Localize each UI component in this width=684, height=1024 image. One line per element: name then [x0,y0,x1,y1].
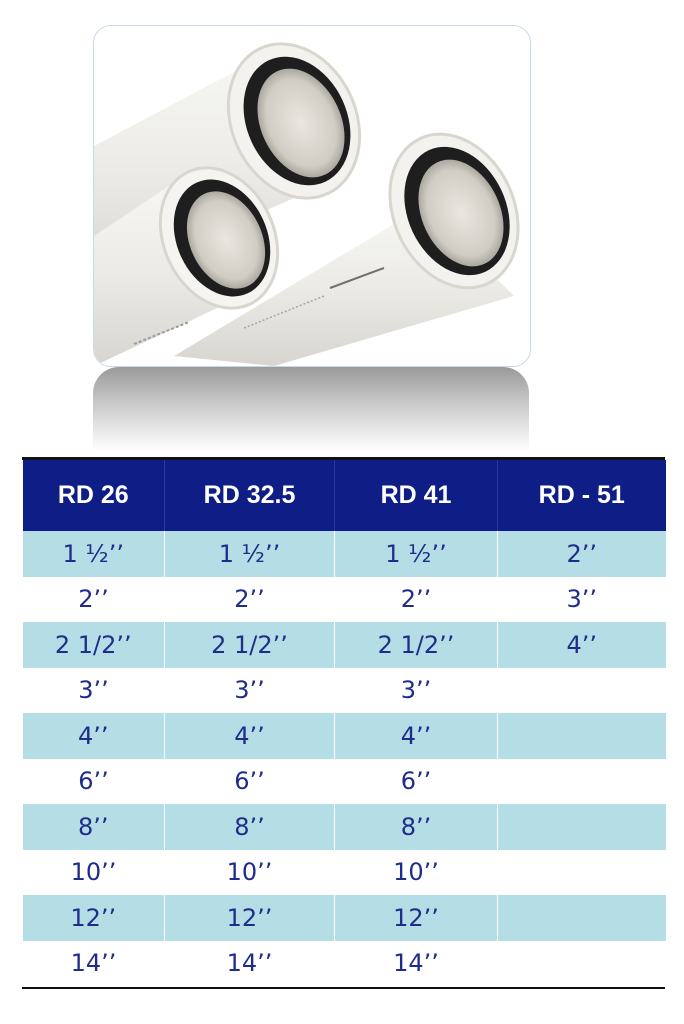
table-cell: 1 ½’’ [23,531,165,577]
table-cell: 8’’ [335,804,498,850]
table-row [23,941,666,987]
table-cell: 3’’ [498,577,666,623]
table-cell: 14’’ [23,941,165,987]
table-cell: 12’’ [165,895,335,941]
table-cell: 4’’ [498,622,666,668]
table-cell: 2 1/2’’ [335,622,498,668]
table-row [23,804,666,850]
table-cell: 10’’ [335,850,498,896]
table-cell [498,941,666,987]
table-cell [498,759,666,805]
table-cell: 14’’ [335,941,498,987]
table-cell: 1 ½’’ [335,531,498,577]
table-row [23,622,666,668]
table-cell: 2’’ [23,577,165,623]
table-cell: 8’’ [165,804,335,850]
pipe-size-table [22,457,665,989]
table-cell: 2 1/2’’ [23,622,165,668]
table-cell: 1 ½’’ [165,531,335,577]
pvc-pipes-illustration [94,26,530,366]
table-cell [498,713,666,759]
table-cell: 14’’ [165,941,335,987]
table-row [23,577,666,623]
table-cell: 3’’ [335,668,498,714]
table-row [23,895,666,941]
table-row [23,850,666,896]
table-header-row [23,460,666,531]
table-row [23,668,666,714]
table-cell [498,850,666,896]
photo-reflection [93,367,529,452]
table-cell: 6’’ [335,759,498,805]
table-cell: 6’’ [165,759,335,805]
table-cell: 3’’ [23,668,165,714]
header-rd-26: RD 26 [23,460,165,531]
table-cell: 10’’ [165,850,335,896]
table-cell: 2’’ [335,577,498,623]
table-cell: 4’’ [165,713,335,759]
table-cell: 4’’ [23,713,165,759]
table-cell: 3’’ [165,668,335,714]
table-cell [498,895,666,941]
table-cell: 2’’ [498,531,666,577]
product-photo [93,25,531,367]
table-row [23,531,666,577]
table-cell: 2’’ [165,577,335,623]
table-cell: 8’’ [23,804,165,850]
table-row [23,759,666,805]
table-cell: 4’’ [335,713,498,759]
table-cell [498,668,666,714]
table-cell: 10’’ [23,850,165,896]
header-rd-51: RD - 51 [498,460,666,531]
header-rd-32-5: RD 32.5 [165,460,335,531]
table-row [23,713,666,759]
table-cell: 6’’ [23,759,165,805]
table-cell: 12’’ [335,895,498,941]
table-bottom-rule [22,987,665,989]
table-cell: 12’’ [23,895,165,941]
header-rd-41: RD 41 [335,460,498,531]
table-cell [498,804,666,850]
table-cell: 2 1/2’’ [165,622,335,668]
